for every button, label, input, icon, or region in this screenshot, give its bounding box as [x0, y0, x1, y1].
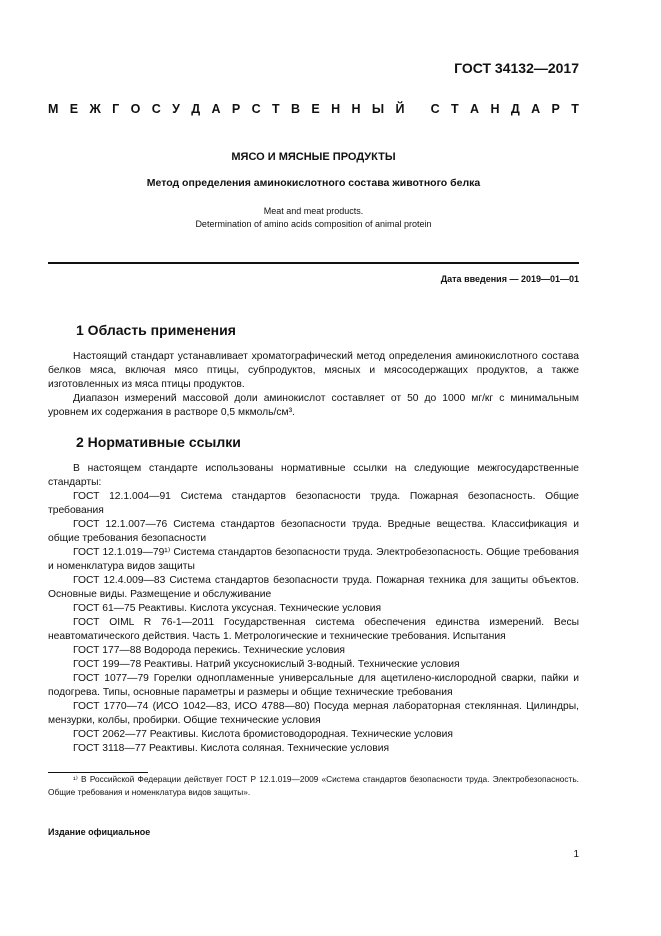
banner-letter: М — [48, 102, 59, 116]
banner-letter: Н — [490, 102, 500, 116]
reference-item: ГОСТ 199—78 Реактивы. Натрий уксуснокислый 3-водный. Технические условия — [73, 659, 460, 670]
banner-letter: А — [531, 102, 541, 116]
banner-letter: Г — [112, 102, 120, 116]
reference-item: ГОСТ 1770—74 (ИСО 1042—83, ИСО 4788—80) Посуда мерная лабораторная стеклянная. Цилиндры, мензурки, колбы, пробирки. Общие технические условия — [48, 701, 579, 726]
banner-letter: Ы — [371, 102, 385, 116]
banner-letter: Д — [191, 102, 201, 116]
title-divider — [48, 262, 579, 264]
section-1-heading: 1 Область применения — [76, 322, 236, 338]
english-title-line-1: Meat and meat products. — [263, 206, 364, 216]
english-title-line-2: Determination of amino acids composition of animal protein — [195, 219, 432, 229]
interstate-standard-banner — [48, 102, 579, 116]
reference-item: ГОСТ 177—88 Водорода перекись. Технические условия — [73, 645, 345, 656]
document-title: МЯСО И МЯСНЫЕ ПРОДУКТЫ — [231, 151, 396, 163]
reference-item: ГОСТ 61—75 Реактивы. Кислота уксусная. Технические условия — [73, 603, 382, 614]
banner-letter: Т — [451, 102, 459, 116]
banner-letter: С — [430, 102, 440, 116]
banner-letter: С — [251, 102, 261, 116]
reference-item: ГОСТ 12.1.019—79¹⁾ Система стандартов безопасности труда. Электробезопасность. Общие требования и номенклатура видов защиты — [48, 547, 579, 572]
banner-letter: Ж — [89, 102, 101, 116]
paragraph: В настоящем стандарте использованы нормативные ссылки на следующие межгосударственные стандарты: — [48, 463, 579, 488]
banner-letter: У — [172, 102, 180, 116]
official-edition-label: Издание официальное — [48, 827, 151, 837]
english-title — [48, 205, 579, 231]
banner-letter: Р — [231, 102, 241, 116]
banner-letter: Й — [395, 102, 405, 116]
banner-letter: А — [211, 102, 221, 116]
introduction-date: Дата введения — 2019—01—01 — [440, 274, 579, 284]
banner-letter: Т — [271, 102, 280, 116]
document-subtitle: Метод определения аминокислотного состава животного белка — [146, 177, 481, 189]
banner-letter: Е — [69, 102, 79, 116]
paragraph: Диапазон измерений массовой доли аминокислот составляет от 50 до 1000 мг/кг с минимальным уровнем их содержания в растворе 0,5 мкмоль/см³. — [48, 393, 579, 418]
banner-letter: Т — [571, 102, 579, 116]
banner-letter: Р — [551, 102, 560, 116]
banner-letter: О — [130, 102, 141, 116]
reference-item: ГОСТ 12.1.007—76 Система стандартов безопасности труда. Вредные вещества. Классификация и общие требования безопасности — [48, 519, 579, 544]
section-2-body — [48, 462, 579, 756]
reference-item: ГОСТ 1077—79 Горелки однопламенные универсальные для ацетилено-кислородной сварки, пайки и подогрева. Типы, основные параметры и размеры и общие технические требования — [48, 673, 579, 698]
banner-letter: В — [290, 102, 301, 116]
banner-letter: Н — [331, 102, 341, 116]
section-1-body — [48, 350, 579, 420]
paragraph: Настоящий стандарт устанавливает хроматографический метод определения аминокислотного состава белков мяса, включая мясо птицы, субпродуктов, мясных и мясосодержащих продуктов, а также изготовленных из мяса птицы продуктов. — [48, 351, 579, 390]
reference-item: ГОСТ OIML R 76-1—2011 Государственная система обеспечения единства измерений. Весы неавтоматического действия. Часть 1. Метрологические и технические требования. Испытания — [48, 617, 579, 642]
banner-letter: С — [151, 102, 161, 116]
footnote: ¹⁾ В Российской Федерации действует ГОСТ Р 12.1.019—2009 «Система стандартов безопасности труда. Электробезопасность. Общие требования и номенклатура видов защиты». — [48, 774, 579, 797]
banner-letter: А — [470, 102, 480, 116]
reference-item: ГОСТ 2062—77 Реактивы. Кислота бромистоводородная. Технические условия — [73, 729, 453, 740]
reference-item: ГОСТ 3118—77 Реактивы. Кислота соляная. Технические условия — [73, 743, 390, 754]
reference-item: ГОСТ 12.1.004—91 Система стандартов безопасности труда. Пожарная безопасность. Общие требования — [48, 491, 579, 516]
section-2-heading: 2 Нормативные ссылки — [76, 434, 241, 450]
reference-item: ГОСТ 12.4.009—83 Система стандартов безопасности труда. Пожарная техника для защиты объектов. Основные виды. Размещение и обслуживание — [48, 575, 579, 600]
banner-letter: Д — [510, 102, 520, 116]
page-number: 1 — [573, 849, 579, 860]
standard-id: ГОСТ 34132—2017 — [454, 60, 579, 76]
banner-letter: Е — [311, 102, 320, 116]
banner-letter: Н — [351, 102, 361, 116]
banner-letter — [416, 102, 419, 116]
